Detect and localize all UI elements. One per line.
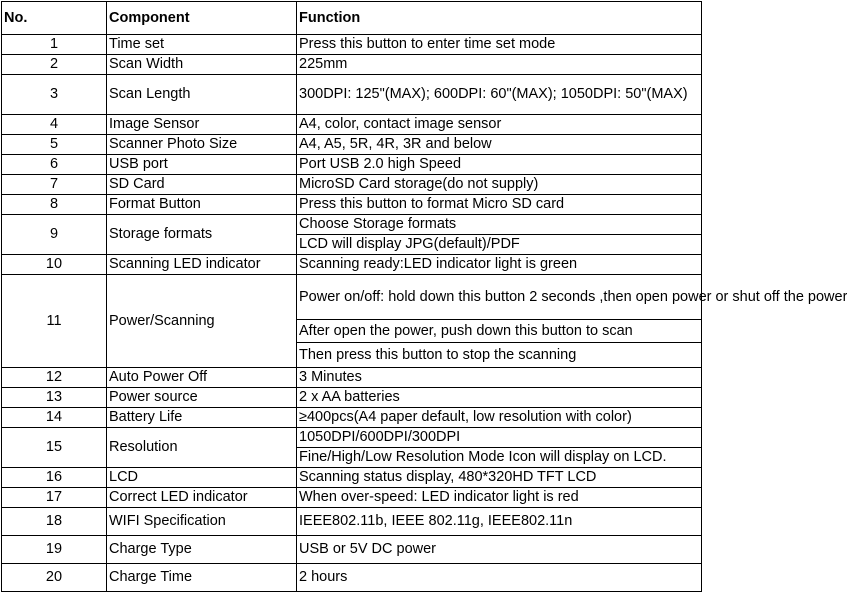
function-description: 3 Minutes — [297, 368, 702, 388]
table-row — [2, 408, 702, 428]
table-row — [2, 508, 702, 536]
function-description: ≥400pcs(A4 paper default, low resolution with color) — [297, 408, 702, 428]
component-name: Charge Time — [107, 564, 297, 592]
table-row — [2, 135, 702, 155]
table-row — [2, 55, 702, 75]
table-row — [2, 75, 702, 115]
component-name: SD Card — [107, 175, 297, 195]
row-number: 15 — [2, 428, 107, 468]
component-name: Battery Life — [107, 408, 297, 428]
component-name: Image Sensor — [107, 115, 297, 135]
table-row — [2, 488, 702, 508]
component-name: LCD — [107, 468, 297, 488]
function-description: Fine/High/Low Resolution Mode Icon will display on LCD. — [297, 448, 702, 468]
function-description: USB or 5V DC power — [297, 536, 702, 564]
row-number: 14 — [2, 408, 107, 428]
row-number: 10 — [2, 255, 107, 275]
function-description: IEEE802.11b, IEEE 802.11g, IEEE802.11n — [297, 508, 702, 536]
table-row — [2, 368, 702, 388]
table-row — [2, 428, 702, 448]
function-description: 2 hours — [297, 564, 702, 592]
component-name: Correct LED indicator — [107, 488, 297, 508]
component-name: Scanning LED indicator — [107, 255, 297, 275]
row-number: 4 — [2, 115, 107, 135]
table-row — [2, 35, 702, 55]
table-row — [2, 564, 702, 592]
function-description: LCD will display JPG(default)/PDF — [297, 235, 702, 255]
component-name: USB port — [107, 155, 297, 175]
row-number: 3 — [2, 75, 107, 115]
function-description: A4, A5, 5R, 4R, 3R and below — [297, 135, 702, 155]
component-name: Format Button — [107, 195, 297, 215]
function-description: When over-speed: LED indicator light is red — [297, 488, 702, 508]
component-name: Power source — [107, 388, 297, 408]
function-description: After open the power, push down this button to scan — [297, 320, 702, 343]
header-component: Component — [107, 2, 297, 35]
header-no: No. — [2, 2, 107, 35]
function-description: Then press this button to stop the scanning — [297, 343, 702, 368]
component-name: WIFI Specification — [107, 508, 297, 536]
row-number: 20 — [2, 564, 107, 592]
component-name: Scan Width — [107, 55, 297, 75]
table-row — [2, 195, 702, 215]
row-number: 13 — [2, 388, 107, 408]
function-description: Choose Storage formats — [297, 215, 702, 235]
row-number: 6 — [2, 155, 107, 175]
row-number: 16 — [2, 468, 107, 488]
function-description: Port USB 2.0 high Speed — [297, 155, 702, 175]
row-number: 12 — [2, 368, 107, 388]
function-description: 2 x AA batteries — [297, 388, 702, 408]
table-row — [2, 155, 702, 175]
header-function: Function — [297, 2, 702, 35]
table-row — [2, 115, 702, 135]
component-name: Power/Scanning — [107, 275, 297, 368]
header-row — [2, 2, 702, 35]
function-description: 225mm — [297, 55, 702, 75]
row-number: 18 — [2, 508, 107, 536]
function-description: Press this button to enter time set mode — [297, 35, 702, 55]
function-description: Press this button to format Micro SD card — [297, 195, 702, 215]
row-number: 19 — [2, 536, 107, 564]
table-row — [2, 468, 702, 488]
function-description: MicroSD Card storage(do not supply) — [297, 175, 702, 195]
row-number: 17 — [2, 488, 107, 508]
component-name: Resolution — [107, 428, 297, 468]
row-number: 8 — [2, 195, 107, 215]
function-description: 300DPI: 125"(MAX); 600DPI: 60"(MAX); 1050DPI: 50"(MAX) — [297, 75, 702, 115]
row-number: 11 — [2, 275, 107, 368]
table-row — [2, 215, 702, 235]
component-name: Charge Type — [107, 536, 297, 564]
row-number: 1 — [2, 35, 107, 55]
row-number: 2 — [2, 55, 107, 75]
row-number: 5 — [2, 135, 107, 155]
component-name: Auto Power Off — [107, 368, 297, 388]
function-description: 1050DPI/600DPI/300DPI — [297, 428, 702, 448]
function-description: A4, color, contact image sensor — [297, 115, 702, 135]
component-name: Time set — [107, 35, 297, 55]
table-row — [2, 388, 702, 408]
function-description: Scanning status display, 480*320HD TFT LCD — [297, 468, 702, 488]
row-number: 7 — [2, 175, 107, 195]
component-name: Storage formats — [107, 215, 297, 255]
table-row — [2, 275, 702, 320]
component-name: Scanner Photo Size — [107, 135, 297, 155]
table-row — [2, 175, 702, 195]
row-number: 9 — [2, 215, 107, 255]
component-name: Scan Length — [107, 75, 297, 115]
spec-table — [1, 1, 847, 592]
function-description: Power on/off: hold down this button 2 seconds ,then open power or shut off the power — [297, 275, 702, 320]
table-row — [2, 536, 702, 564]
table-body — [2, 35, 847, 592]
table-row — [2, 255, 702, 275]
function-description: Scanning ready:LED indicator light is green — [297, 255, 702, 275]
